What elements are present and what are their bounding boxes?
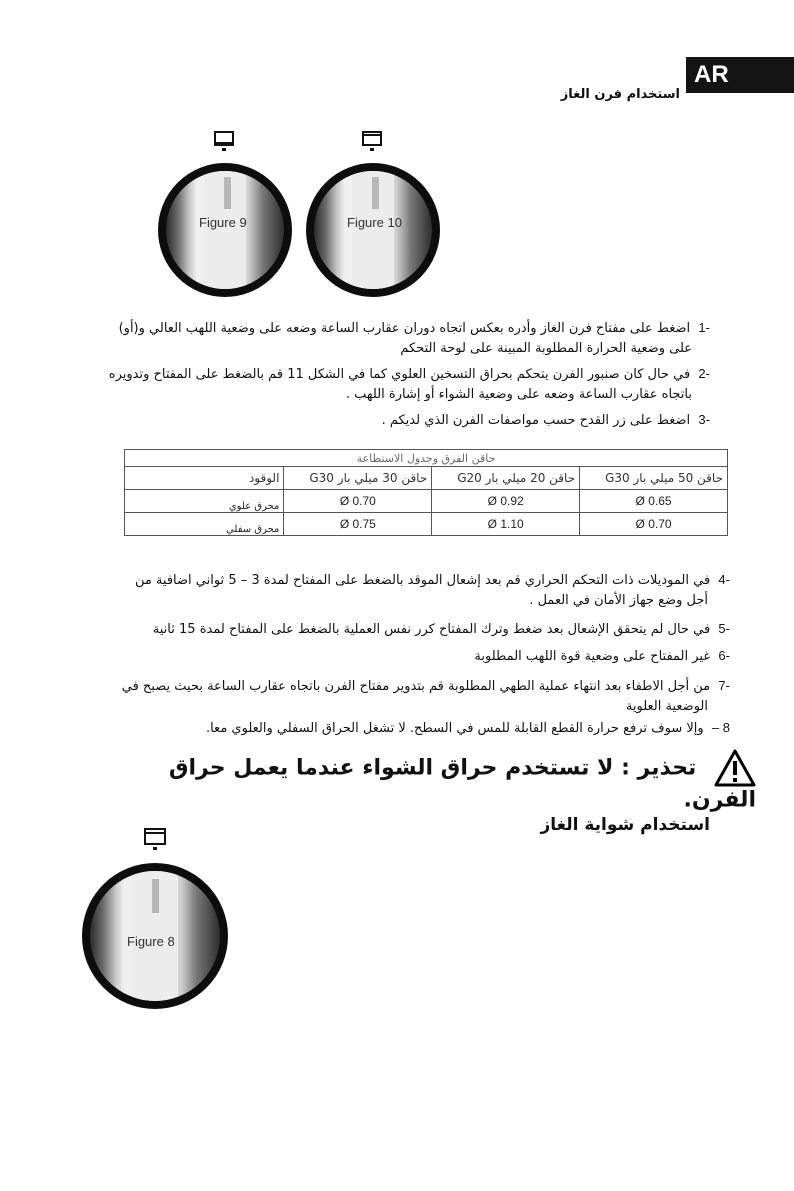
step-number: -5: [718, 621, 730, 636]
step-number: -7: [718, 678, 730, 693]
step-number: -1: [698, 320, 710, 335]
table-row: [125, 513, 728, 536]
table-cell: Ø 0.70: [284, 490, 432, 513]
knob-figure-10: [306, 125, 440, 295]
knob-figure-9: [158, 125, 292, 295]
grill-burner-icon: [143, 827, 167, 851]
step-text-cont: أجل وضع جهاز الأمان في العمل .: [529, 593, 708, 608]
table-cell: Ø 1.10: [432, 513, 580, 536]
knob-figure-8: [82, 825, 228, 1010]
table-caption: حاقن الفرق وجدول الاستطاعة: [125, 450, 728, 467]
step-text-cont: باتجاه عقارب الساعة وضعه على وضعية الشواء أو إشارة اللهب .: [345, 387, 692, 402]
step-text: اضغط على مفتاح فرن الغاز وأدره بعكس اتجاه دوران عقارب الساعة وضعه على وضعية اللهب العالي و(أو): [118, 321, 691, 336]
step-4: [80, 570, 730, 611]
language-badge: AR: [686, 57, 794, 93]
figure-label: Figure 8: [127, 934, 175, 949]
step-6: [80, 646, 730, 667]
table-header: حاقن 20 ميلي بار G20: [432, 467, 580, 490]
step-text: في الموديلات ذات التحكم الحراري قم بعد إشعال الموقد بالضغط على المفتاح لمدة 3 – 5 ثواني اضافية من: [134, 573, 711, 588]
step-5: [80, 619, 730, 640]
step-number: -4: [718, 572, 730, 587]
figure-label: Figure 10: [347, 215, 402, 230]
table-cell: Ø 0.92: [432, 490, 580, 513]
table-row: [125, 490, 728, 513]
table-header: حاقن 50 ميلي بار G30: [580, 467, 728, 490]
step-text: من أجل الاطفاء بعد انتهاء عملية الطهي المطلوبة قم بتدوير مفتاح الفرن باتجاه عقارب الساعة بحيث يصبح في: [121, 679, 711, 694]
step-text: في حال لم يتحقق الإشعال بعد ضغط وترك المفتاح كرر نفس العملية بالضغط على المفتاح لمدة 15 ثانية: [152, 622, 711, 637]
warning-triangle-icon: [714, 749, 756, 787]
knob-dial: [306, 163, 440, 297]
step-1: [60, 318, 710, 359]
step-7: [80, 676, 730, 717]
oven-bottom-burner-icon: [213, 130, 235, 152]
figure-label: Figure 9: [199, 215, 247, 230]
table-cell: محرق سفلي: [125, 513, 284, 536]
step-number: -2: [698, 366, 710, 381]
table-cell: Ø 0.75: [284, 513, 432, 536]
step-text: غير المفتاح على وضعية قوة اللهب المطلوبة: [474, 649, 711, 664]
table-cell: Ø 0.65: [580, 490, 728, 513]
section-title-gas-oven: استخدام فرن الغاز: [560, 87, 680, 102]
step-text-cont: الوضعية العلوية: [625, 699, 708, 714]
step-text-cont: على وضعية الحرارة المطلوبة المبينة على لوحة التحكم: [400, 341, 692, 356]
step-number: -6: [718, 648, 730, 663]
step-text: اضغط على زر القدح حسب مواصفات الفرن الذي لديكم .: [381, 413, 691, 428]
table-cell: Ø 0.70: [580, 513, 728, 536]
step-text: في حال كان صنبور الفرن يتحكم بحراق التسخين العلوي كما في الشكل 11 قم بالضغط على المفتاح وتدويره: [108, 367, 691, 382]
knob-dial: [158, 163, 292, 297]
oven-top-burner-icon: [361, 130, 383, 152]
step-2: [60, 364, 710, 405]
injector-table: [124, 449, 728, 536]
table-header: الوقود: [125, 467, 284, 490]
step-text: وإلا سوف ترفع حرارة القطع القابلة للمس في السطح. لا تشغل الحراق السفلي والعلوي معا.: [205, 721, 704, 736]
section-title-gas-grill: استخدام شواية الغاز: [540, 815, 710, 835]
step-number: 8 –: [711, 720, 730, 735]
warning-text: تحذير : لا تستخدم حراق الشواء عندما يعمل حراق الفرن.: [168, 755, 756, 813]
table-cell: محرق علوي: [125, 490, 284, 513]
warning-notice: [120, 749, 756, 813]
step-number: -3: [698, 412, 710, 427]
step-8: [80, 718, 730, 739]
step-3: [60, 410, 710, 431]
table-header: حاقن 30 ميلي بار G30: [284, 467, 432, 490]
knob-dial: [82, 863, 228, 1009]
